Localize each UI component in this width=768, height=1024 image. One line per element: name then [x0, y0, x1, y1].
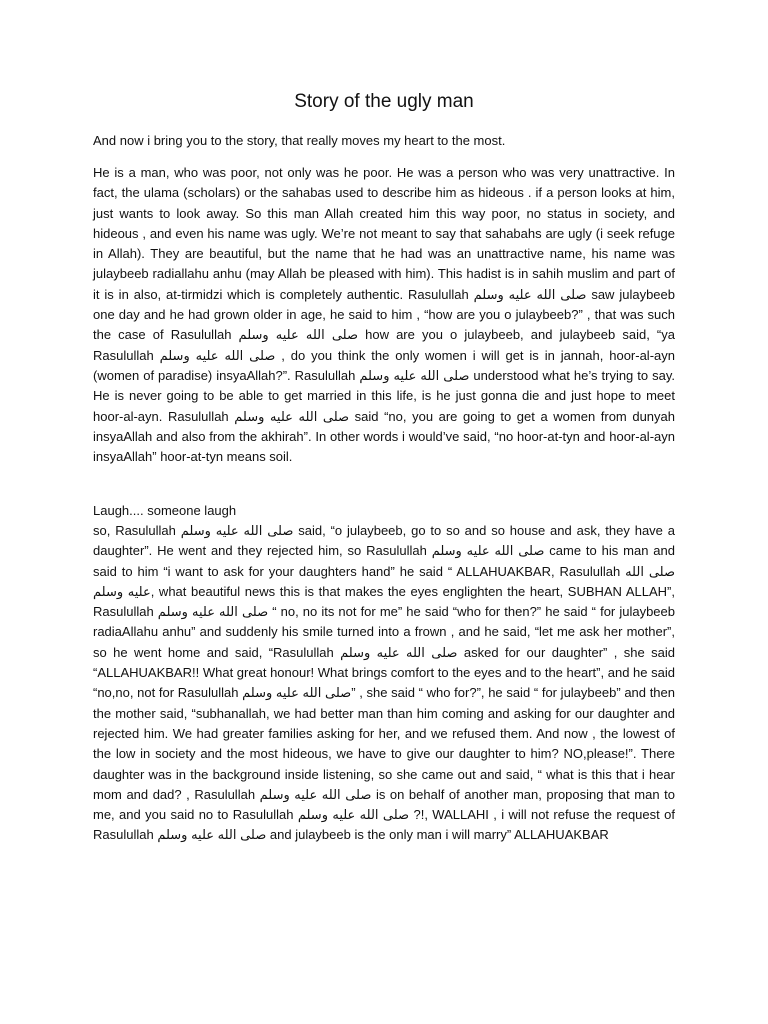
intro-paragraph: And now i bring you to the story, that really moves my heart to the most. [93, 133, 506, 148]
story-paragraph-1: He is a man, who was poor, not only was he poor. He was a person who was very unattractive. In fact, the ulama (scholars) or the sahabas used to describe him as hideous . if a person looks at him, just wants to look away. So this man Allah created him this way poor, no status in society, and hideous , and even his name was ugly. We’re not meant to say that sahabahs are ugly (i seek refuge in Allah). They are beautiful, but the name that he had was an unattractive name, his name was julaybeeb radiallahu anhu (may Allah be pleased with him). This hadist is in sahih muslim and part of it is in also, at-tirmidzi which is completely authentic. Rasulullah صلى الله عليه وسلم saw julaybeeb one day and he had grown older in age, he said to him , “how are you o julaybeeb?” , that was such the case of Rasulullah صلى الله عليه وسلم how are you o julaybeeb, and julaybeeb said, “ya Rasulullah صلى الله عليه وسلم , do you think the only women i will get is in jannah, hoor-al-ayn (women of paradise) insyaAllah?”. Rasulullah صلى الله عليه وسلم understood what he’s trying to say. He is never going to be able to get married in this life, is he just gonna die and just hope to meet hoor-al-ayn. Rasulullah صلى الله عليه وسلم said “no, you are going to get a women from dunyah insyaAllah and also from the akhirah”. In other words i would’ve said, “no hoor-at-tyn and hoor-al-ayn insyaAllah” hoor-at-tyn means soil. [93, 165, 675, 465]
laugh-line: Laugh.... someone laugh [93, 503, 237, 518]
document-title: Story of the ugly man [294, 91, 474, 112]
story-paragraph-2: so, Rasulullah صلى الله عليه وسلم said, “o julaybeeb, go to so and so house and ask, they have a daughter”. He went and they rejected him, so Rasulullah صلى الله عليه وسلم came to his man and said to him “i want to ask for your daughters hand” he said “ ALLAHUAKBAR, Rasulullah صلى الله عليه وسلم, what beautiful news this is that makes the eyes englighten the heart, SUBHAN ALLAH”, Rasulullah صلى الله عليه وسلم “ no, no its not for me” he said “who for then?” he said “ for julaybeeb radiaAllahu anhu” and suddenly his smile turned into a frown , and he said, “let me ask her mother”, so he went home and said, “Rasulullah صلى الله عليه وسلم asked for our daughter” , she said “ALLAHUAKBAR!! What great honour! What brings comfort to the eyes and to the heart”, and he said “no,no, not for Rasulullah صلى الله عليه وسلم” , she said “ who for?”, he said “ for julaybeeb” and then the mother said, “subhanallah, we had better man than him coming and asking for our daughter and rejected him. We had greater families asking for her, and we refused them. And now , the lowest of the low in society and the most hideous, we have to give our daughter to him? NO,please!”. There daughter was in the background inside listening, so she came out and said, “ what is this that i hear mom and dad? , Rasulullah صلى الله عليه وسلم is on behalf of another man, proposing that man to me, and you said no to Rasulullah صلى الله عليه وسلم ?!, WALLAHI , i will not refuse the request of Rasulullah صلى الله عليه وسلم and julaybeeb is the only man i will marry” ALLAHUAKBAR [93, 523, 675, 843]
